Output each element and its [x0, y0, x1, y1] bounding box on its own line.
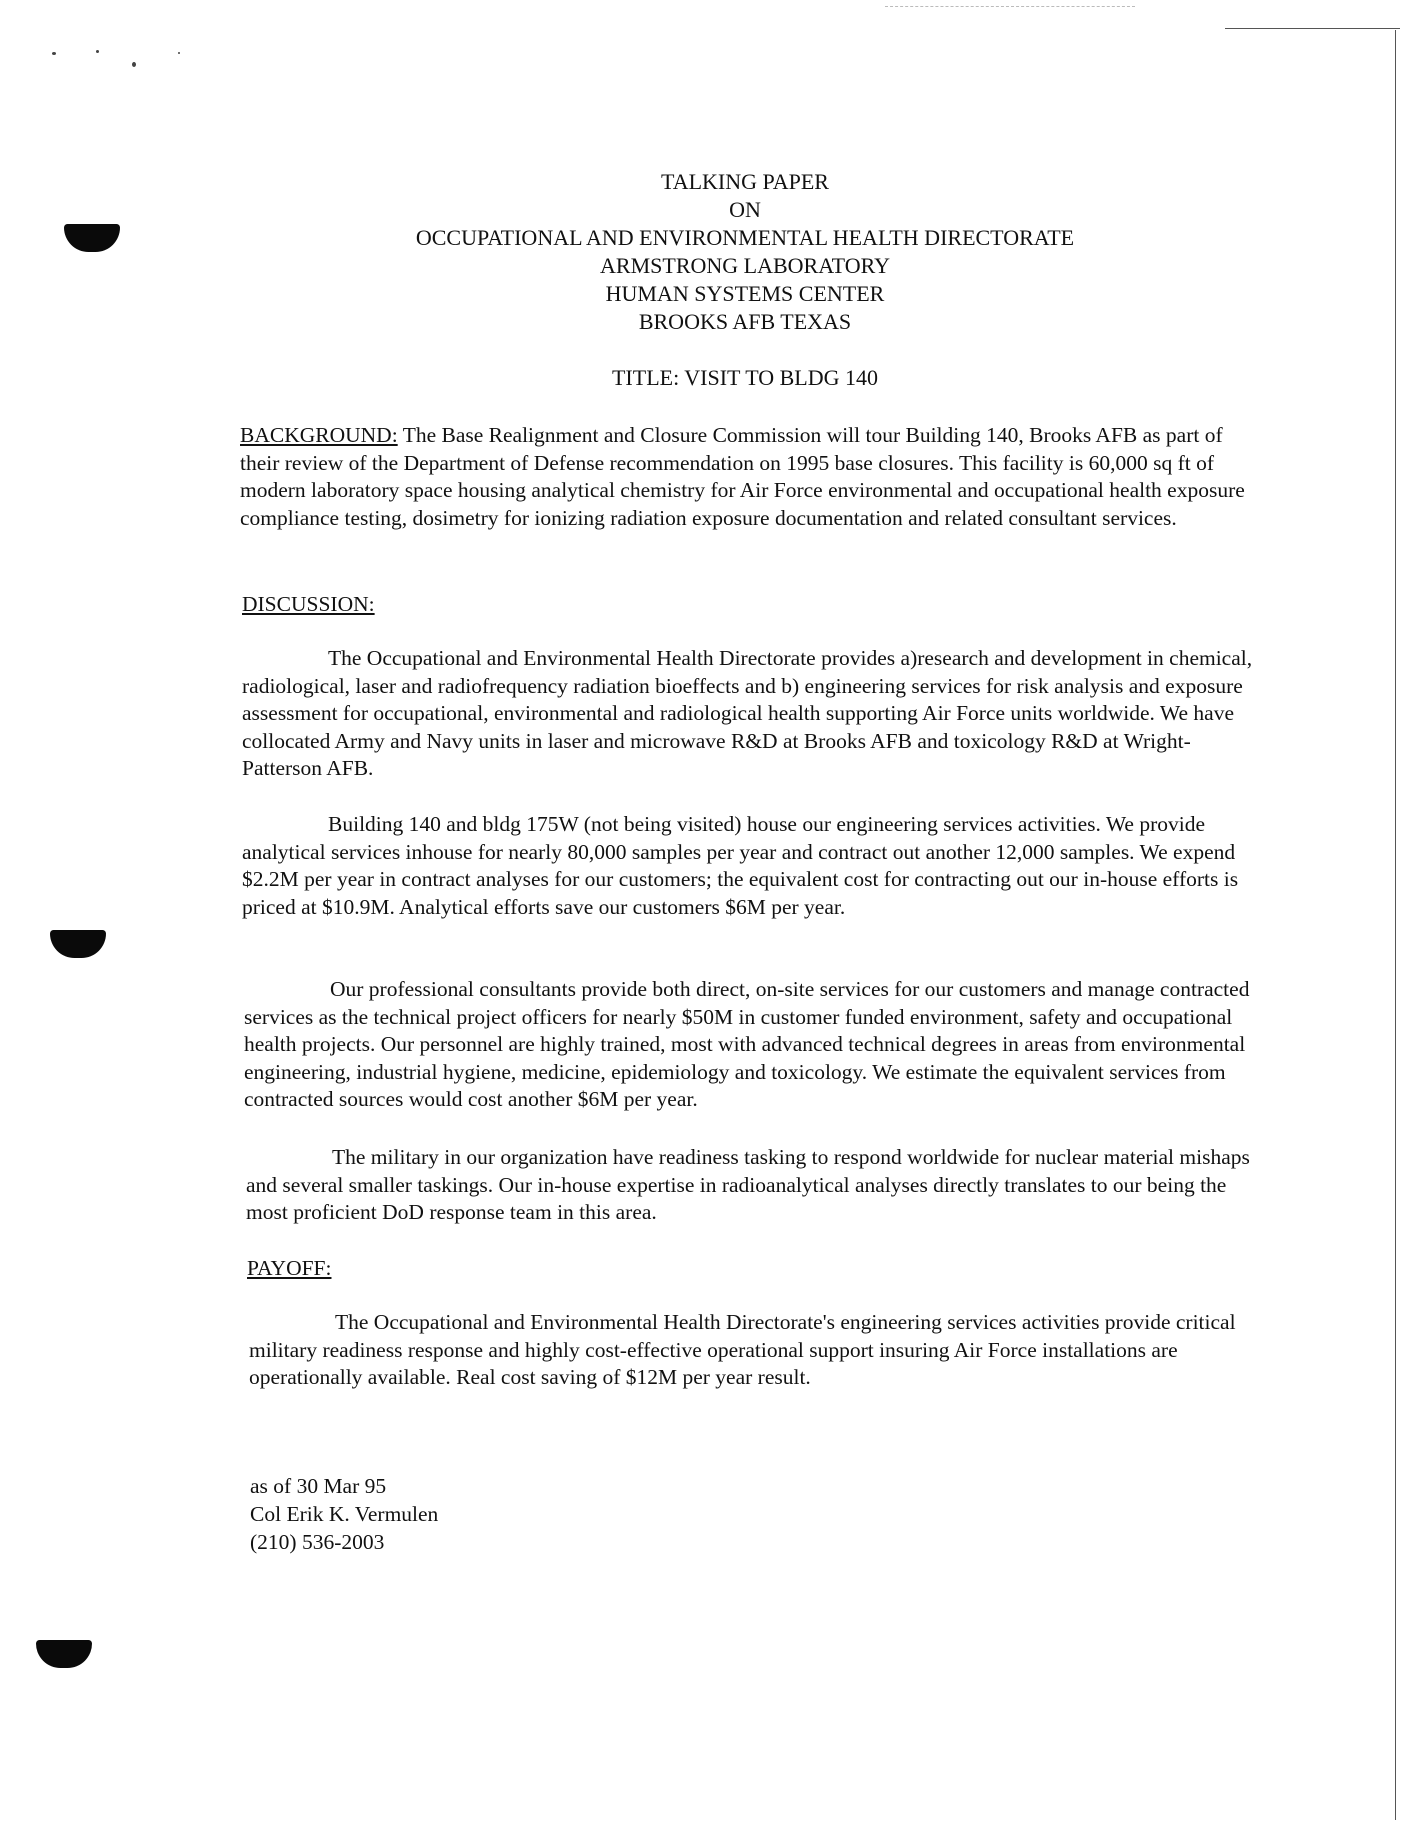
background-section: [240, 422, 1255, 532]
punch-hole-top: [64, 224, 120, 252]
scan-speck: [52, 52, 56, 55]
scan-edge-top: [1225, 28, 1400, 29]
document-header: [240, 168, 1250, 336]
scan-speck: [96, 50, 99, 53]
signature-name: Col Erik K. Vermulen: [250, 1502, 439, 1526]
header-line: BROOKS AFB TEXAS: [638, 309, 852, 334]
discussion-paragraph: [242, 811, 1254, 921]
paragraph-text: The military in our organization have readiness tasking to respond worldwide for nuclear material mishaps and several smaller taskings. Our in-house expertise in radioanalytical analyses directly translates to our being the most proficient DoD response team in this area.: [246, 1145, 1250, 1224]
paragraph-text: Building 140 and bldg 175W (not being visited) house our engineering services activities. We provide analytical services inhouse for nearly 80,000 samples per year and contract out another 12,000 samples. We expend $2.2M per year in contract analyses for our customers; the equivalent cost for contracting out our in-house efforts is priced at $10.9M. Analytical efforts save our customers $6M per year.: [242, 812, 1239, 919]
payoff-label: PAYOFF:: [247, 1256, 332, 1280]
signature-date: as of 30 Mar 95: [250, 1474, 387, 1498]
background-text: The Base Realignment and Closure Commission will tour Building 140, Brooks AFB as part of their review of the Department of Defense recommendation on 1995 base closures. This facility is 60,000 sq ft of modern laboratory space housing analytical chemistry for Air Force environmental and occupational health exposure compliance testing, dosimetry for ionizing radiation exposure documentation and related consultant services.: [240, 423, 1245, 530]
scan-artifact-top: [885, 6, 1135, 7]
scan-edge-line: [1395, 30, 1396, 1820]
header-line: OCCUPATIONAL AND ENVIRONMENTAL HEALTH DIRECTORATE: [415, 225, 1075, 250]
background-label: BACKGROUND:: [240, 423, 398, 447]
paragraph-text: The Occupational and Environmental Health Directorate provides a)research and development in chemical, radiological, laser and radiofrequency radiation bioeffects and b) engineering services for risk analysis and exposure assessment for occupational, environmental and radiological health supporting Air Force units worldwide. We have collocated Army and Navy units in laser and microwave R&D at Brooks AFB and toxicology R&D at Wright-Patterson AFB.: [242, 646, 1253, 780]
signature-phone: (210) 536-2003: [250, 1530, 385, 1554]
discussion-label: DISCUSSION:: [242, 592, 375, 616]
header-line: ON: [729, 197, 761, 222]
scan-speck: [132, 62, 136, 67]
header-line: TALKING PAPER: [661, 169, 829, 194]
signature-block: [250, 1472, 438, 1556]
document-title: TITLE: VISIT TO BLDG 140: [611, 365, 879, 390]
paragraph-text: Our professional consultants provide both direct, on-site services for our customers and manage contracted services as the technical project officers for nearly $50M in customer funded environment, safety and occupational health projects. Our personnel are highly trained, most with advanced technical degrees in areas from environmental engineering, industrial hygiene, medicine, epidemiology and toxicology. We estimate the equivalent services from contracted sources would cost another $6M per year.: [244, 977, 1250, 1111]
header-line: HUMAN SYSTEMS CENTER: [605, 281, 885, 306]
paragraph-text: The Occupational and Environmental Health Directorate's engineering services activities provide critical military readiness response and highly cost-effective operational support insuring Air Force installations are operationally available. Real cost saving of $12M per year result.: [249, 1310, 1236, 1389]
scan-speck: [178, 52, 180, 54]
header-line: ARMSTRONG LABORATORY: [600, 253, 890, 278]
punch-hole-bottom: [36, 1640, 92, 1668]
discussion-paragraph: [244, 976, 1264, 1114]
discussion-paragraph: [242, 645, 1258, 783]
payoff-paragraph: [249, 1309, 1269, 1392]
punch-hole-middle: [50, 930, 106, 958]
discussion-paragraph: [246, 1144, 1256, 1227]
